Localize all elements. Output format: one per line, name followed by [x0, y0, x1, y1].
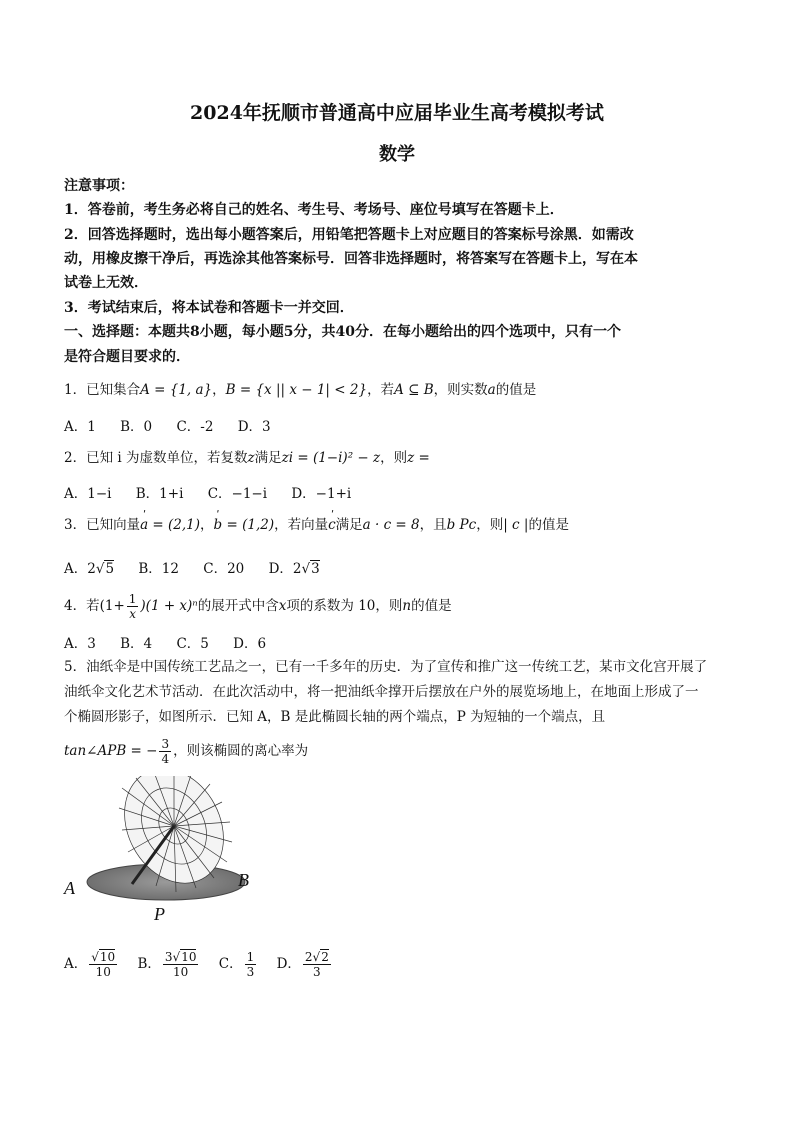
q3-text-6: ，则 [476, 517, 504, 533]
q1-set-b: B = {x || x − 1| < 2} [225, 382, 368, 398]
q5-text-tail: ，则该椭圆的离心率为 [173, 743, 309, 759]
q1-option-c[interactable]: C．-2 [176, 419, 214, 435]
q1-text-4: ，则实数 [433, 382, 488, 398]
q4-option-b[interactable]: B．4 [120, 636, 153, 652]
notice-item-2-end: 试卷上无效． [64, 275, 148, 291]
q5-option-b-num: 3√10 [164, 950, 197, 964]
q3-option-d-label: D．2 [268, 561, 302, 577]
q5-option-a-label: A． [64, 956, 88, 972]
q5-option-b-den: 10 [173, 965, 189, 979]
question-3-options [64, 557, 340, 577]
q4-fraction-num: 1 [128, 592, 137, 606]
q3-option-b[interactable]: B．12 [138, 561, 179, 577]
q1-text-3: ，若 [367, 382, 395, 398]
q5-option-d-coef: 2 [304, 950, 313, 964]
q5-option-a-frac [89, 950, 117, 979]
question-1-options [64, 415, 291, 435]
q4-n: n [402, 598, 412, 614]
q3-magnitude: | c | [503, 517, 529, 533]
q2-option-d[interactable]: D．−1+i [291, 486, 352, 502]
figure-label-a: A [64, 878, 75, 898]
notice-item-3: 3．考试结束后，将本试卷和答题卡一并交回． [64, 300, 354, 316]
question-5-line-4 [64, 737, 308, 766]
q1-relation: A ⊆ B [394, 382, 434, 398]
q3-text-3: ，若向量 [274, 517, 329, 533]
question-3 [64, 515, 569, 535]
question-5-options [64, 950, 353, 979]
q5-tan-num: 3 [161, 737, 170, 751]
q5-option-b-root: 10 [181, 950, 197, 964]
q5-option-a-den: 10 [95, 965, 111, 979]
q4-option-c[interactable]: C．5 [176, 636, 209, 652]
notice-item-2-cont: 动，用橡皮擦干净后，再选涂其他答案标号．回答非选择题时，将答案写在答题卡上，写在本 [64, 251, 638, 267]
q5-option-d-label: D． [276, 956, 301, 972]
q5-option-a[interactable] [64, 950, 119, 979]
q2-text-1: 2．已知 i 为虚数单位，若复数 [64, 450, 248, 466]
figure-label-b: B [238, 870, 249, 890]
q3-option-d[interactable]: D．2√3 [268, 561, 320, 577]
q3-option-d-root: 3 [311, 561, 320, 577]
q5-option-c[interactable] [219, 950, 258, 979]
q4-fraction-den: x [129, 607, 136, 621]
q4-fraction [127, 592, 139, 621]
question-1 [64, 380, 536, 400]
q4-x: x [278, 598, 287, 614]
q3-vector-c: ˈ c [328, 515, 336, 535]
q3-option-a[interactable]: A．2√5 [64, 561, 115, 577]
question-4 [64, 592, 452, 621]
q3-text-7: 的值是 [528, 517, 569, 533]
q4-text-3: 项的系数为 10，则 [286, 598, 403, 614]
notice-item-2: 2．回答选择题时，选出每小题答案后，用铅笔把答题卡上对应题目的答案标号涂黑．如需改 [64, 227, 634, 243]
section-heading: 一、选择题：本题共8小题，每小题5分，共40分．在每小题给出的四个选项中，只有一个 [64, 324, 621, 340]
notice-item-1: 1．答卷前，考生务必将自己的姓名、考生号、考场号、座位号填写在答题卡上． [64, 202, 564, 218]
question-5-line-2: 油纸伞文化艺术节活动．在此次活动中，将一把油纸伞撑开后摆放在户外的展览场地上，在地面上形成了一 [64, 684, 699, 700]
q5-option-c-den: 3 [246, 965, 255, 979]
q4-option-a[interactable]: A．3 [64, 636, 96, 652]
q3-option-c[interactable]: C．20 [203, 561, 245, 577]
question-2 [64, 448, 430, 468]
q1-option-a[interactable]: A．1 [64, 419, 96, 435]
q4-text-1: 4．若 [64, 598, 100, 614]
q1-text-2: ， [212, 382, 226, 398]
q3-text-2: ， [200, 517, 214, 533]
q1-text-5: 的值是 [495, 382, 537, 398]
q2-variable: z [247, 450, 255, 466]
q2-option-b[interactable]: B．1+i [135, 486, 184, 502]
figure-label-p: P [154, 904, 165, 924]
q3-text-5: ，且 [419, 517, 447, 533]
q1-text-1: 1．已知集合 [64, 382, 141, 398]
q2-option-a[interactable]: A．1−i [64, 486, 112, 502]
q2-text-2: 满足 [254, 450, 282, 466]
q5-option-d-frac [303, 950, 331, 979]
notice-heading: 注意事项： [64, 178, 134, 194]
q5-option-a-root: 10 [99, 950, 116, 964]
q4-expr-rest: )(1 + x)ⁿ [140, 598, 198, 614]
q5-option-d[interactable] [277, 950, 333, 979]
q2-text-3: ，则 [380, 450, 408, 466]
q5-tan-fraction [159, 737, 171, 766]
q1-variable: a [487, 382, 496, 398]
q5-option-b-frac [163, 950, 199, 979]
q5-option-b[interactable] [137, 950, 200, 979]
q3-option-a-root: 5 [105, 561, 115, 577]
q1-option-d[interactable]: D．3 [237, 419, 271, 435]
q4-option-d[interactable]: D．6 [233, 636, 267, 652]
question-2-options [64, 482, 371, 502]
q3-text-1: 3．已知向量 [64, 517, 141, 533]
q5-option-d-num: 2√2 [304, 950, 329, 964]
q5-option-c-frac [245, 950, 257, 979]
q5-tan-expr: tan∠APB = − [64, 743, 158, 759]
q3-option-a-label: A．2 [64, 561, 96, 577]
q1-set-a: A = {1, a} [140, 382, 213, 398]
q2-ask: z = [407, 450, 430, 466]
q3-text-4: 满足 [335, 517, 363, 533]
q5-option-d-den: 3 [313, 965, 321, 979]
q4-text-2: 的展开式中含 [197, 598, 279, 614]
q3-parallel: b Pc [446, 517, 477, 533]
q3-dot-product: a · c = 8 [362, 517, 420, 533]
question-4-options [64, 632, 286, 652]
q5-option-a-num: √10 [91, 950, 116, 964]
q5-option-b-label: B． [137, 956, 161, 972]
q2-option-c[interactable]: C．−1−i [207, 486, 268, 502]
q5-option-b-coef: 3 [164, 950, 173, 964]
umbrella-figure [62, 776, 272, 926]
q3-vector-a: ˈ a = (2,1) [140, 515, 200, 535]
q1-option-b[interactable]: B．0 [120, 419, 153, 435]
section-heading-cont: 是符合题目要求的． [64, 349, 190, 365]
exam-subject: 数学 [379, 144, 415, 165]
q5-option-d-root: 2 [321, 950, 329, 964]
q5-option-c-label: C． [218, 956, 243, 972]
question-5-line-1: 5．油纸伞是中国传统工艺品之一，已有一千多年的历史．为了宣传和推广这一传统工艺，某市文化宫开展了 [64, 659, 708, 675]
q3-vector-b: ˈ b = (1,2) [214, 515, 275, 535]
q5-option-c-num: 1 [246, 950, 255, 964]
q4-expr-open: (1+ [99, 598, 125, 614]
question-5-line-3: 个椭圆形影子，如图所示．已知 A，B 是此椭圆长轴的两个端点，P 为短轴的一个端点，且 [64, 709, 606, 725]
q4-text-4: 的值是 [411, 598, 452, 614]
exam-title: 2024年抚顺市普通高中应届毕业生高考模拟考试 [190, 102, 604, 124]
q2-equation: zi = (1−i)² − z [281, 450, 381, 466]
q5-tan-den: 4 [161, 752, 170, 766]
